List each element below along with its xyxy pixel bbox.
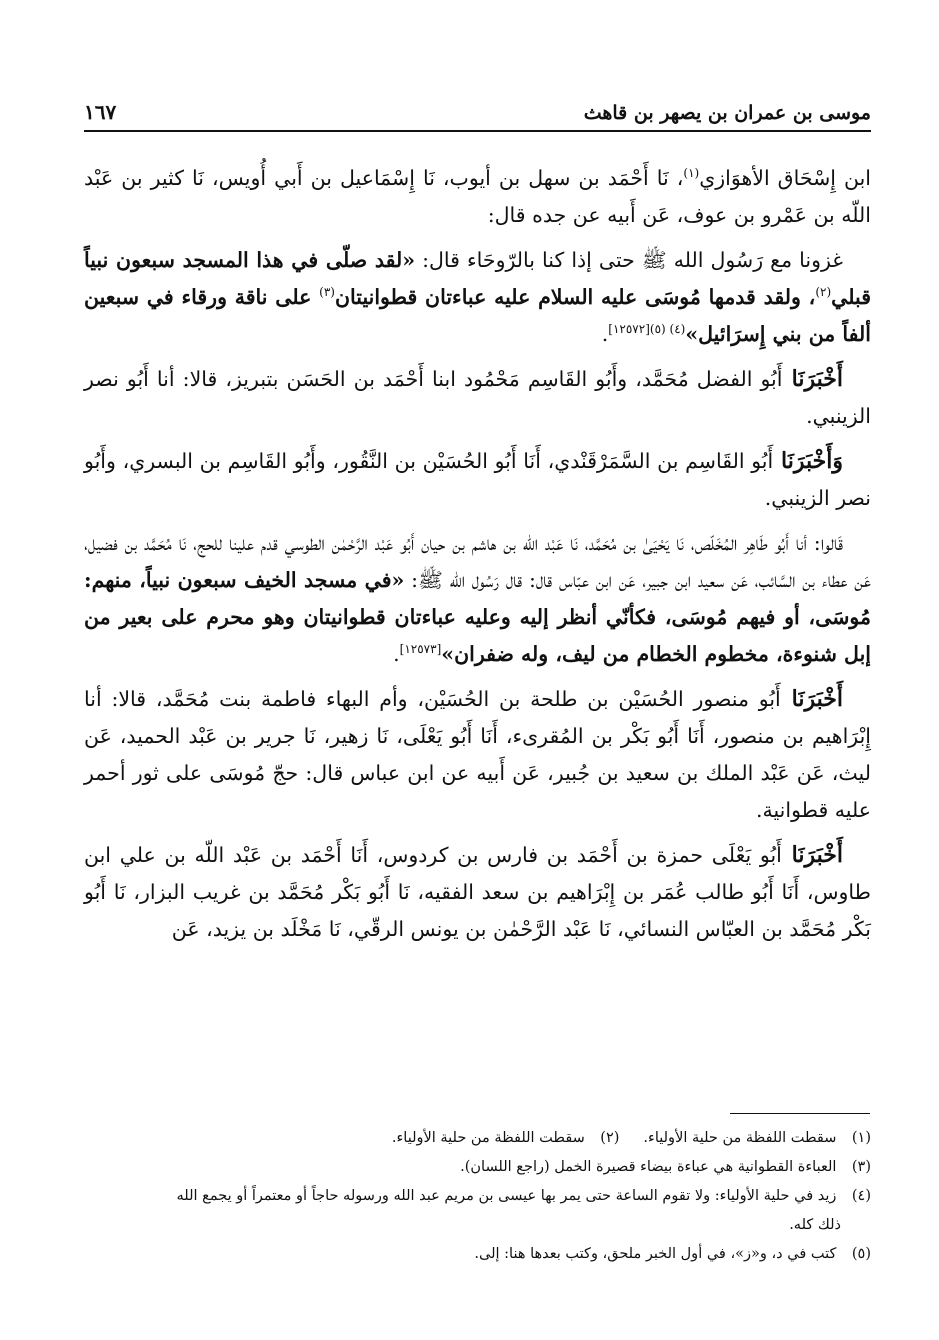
footnote-1: [643, 1124, 871, 1153]
footnote-2: [392, 1124, 620, 1153]
page-header: [84, 84, 871, 132]
hadith-text: «في مسجد الخيف سبعون نبياً، منهم: مُوسَى، أو فيهم مُوسَى، فكأنّي أنظر إليه وعليه عباءتان قطوانيتان وهو محرم على بعير من إبل شنوءة، مخطوم الخطام من ليف، وله ضفران»: [84, 568, 871, 666]
hadith-text: ، ولقد قدمها مُوسَى عليه السلام عليه عباءتان قطوانيتان: [334, 285, 816, 309]
footnote-text: ذلك كله.: [789, 1217, 841, 1233]
text-run: ابن إِسْحَاق الأهوَازي: [699, 166, 871, 190]
page-number: ١٦٧: [84, 100, 117, 124]
text-run: قَالوا: أنا أَبُو طَاهِر المُخَلّص، نَا يَحْيَىٰ بن مُحَمَّد، نَا عَبْد اللّه بن هاشم بن حيان أَبُو عَبْد الرَّحْمٰن الطوسي قدم علينا للحج، نَا مُحَمَّد بن فضيل، عَن عطاء بن السَّائب، عَن سعيد ابن جبير، عَن ابن عبّاس قال: قال رَسُول الله ﷺ:: [84, 531, 871, 592]
footnote-marker: (٢): [815, 285, 832, 300]
footnote-divider: [730, 1113, 870, 1114]
text-run: أَبُو منصور الحُسَيْن بن طلحة بن الحُسَيْن، وأم البهاء فاطمة بنت مُحَمَّد، قالا: أنا إِبْرَاهيم بن منصور، أَنَا أَبُو بَكْر بن المُقرىء، أَنَا أَبُو يَعْلَى، نَا زهير، نَا جرير بن عَبْد الحميد، عَن ليث، عَن عَبْد الملك بن سعيد بن جُبير، عَن أَبيه عن ابن عباس قال: حجّ مُوسَى على ثور أحمر عليه قطوانية.: [84, 687, 871, 822]
paragraph: [84, 361, 871, 435]
paragraph: [84, 681, 871, 829]
isnad-keyword: أَخْبَرَنَا: [780, 686, 844, 712]
text-run: غزونا مع رَسُول الله ﷺ حتى إذا كنا بالرّوحَاء قال:: [415, 248, 843, 272]
paragraph: [84, 525, 871, 673]
paragraph: [84, 443, 871, 517]
paragraph: [84, 837, 871, 948]
footnote-row: [84, 1124, 871, 1153]
isnad-keyword: أَخْبَرَنَا: [781, 842, 843, 868]
running-title: موسى بن عمران بن يصهر بن قاهث: [583, 102, 871, 124]
footnotes: [84, 1124, 871, 1269]
footnote-text: العباءة القطوانية هي عباءة بيضاء قصيرة الخمل (راجع اللسان).: [460, 1159, 837, 1175]
footnote-number: (٣): [851, 1159, 871, 1175]
footnote-marker: (٣): [319, 285, 335, 300]
main-text: [84, 160, 871, 956]
paragraph: [84, 160, 871, 234]
text-run: ، نَا أَحْمَد بن سهل بن أيوب، نَا إِسْمَاعيل بن أَبي أُويس، نَا كثير بن عَبْد اللّه بن عَمْرو بن عوف، عَن أَبيه عن جده قال:: [84, 166, 871, 227]
text-run: أَبُو الفضل مُحَمَّد، وأَبُو القَاسِم مَحْمُود ابنا أَحْمَد بن الحَسَن بتبريز، قالا: أنا أَبُو نصر الزينبي.: [84, 367, 871, 428]
footnote-3: [84, 1153, 871, 1182]
isnad-keyword: أَخْبَرَنَا: [782, 366, 843, 392]
footnote-number: (٤): [851, 1188, 871, 1204]
footnote-number: (١): [851, 1130, 871, 1146]
footnote-text: زيد في حلية الأولياء: ولا تقوم الساعة حتى يمر بها عيسى بن مريم عبد الله ورسوله حاجاً أو معتمراً أو يجمع الله: [176, 1188, 837, 1204]
paragraph: [84, 242, 871, 353]
hadith-text: على ناقة ورقاء في سبعين ألفاً من بني إِسرَائيل»: [84, 285, 871, 346]
footnote-number: (٢): [600, 1130, 620, 1146]
hadith-text: «لقد صلّى في هذا المسجد سبعون نبياً قبلي: [84, 248, 871, 309]
footnote-marker: (٤) (٥)[١٢٥٧٢]: [608, 322, 686, 337]
footnote-text: سقطت اللفظة من حلية الأولياء.: [391, 1130, 585, 1146]
text-run: .: [601, 322, 609, 346]
footnote-marker: (١): [683, 166, 700, 181]
text-run: أَبُو القَاسِم بن السَّمَرْقَنْدي، أَنَا أَبُو الحُسَيْن بن النَّقُور، وأَبُو القَاسِم بن البسري، وأَبُو نصر الزينبي.: [84, 449, 871, 510]
footnote-text: كتب في د، و«ز»، في أول الخبر ملحق، وكتب بعدها هنا: إلى.: [474, 1246, 837, 1262]
footnote-4: [84, 1182, 871, 1211]
footnote-5: [84, 1240, 871, 1269]
footnote-marker: [١٢٥٧٣]: [399, 642, 442, 657]
footnote-4-continuation: [84, 1211, 871, 1240]
footnote-number: (٥): [851, 1246, 871, 1262]
text-run: أَبُو يَعْلَى حمزة بن أَحْمَد بن فارس بن كردوس، أَنَا أَحْمَد بن عَبْد اللّه بن علي ابن طاوس، أَنَا أَبُو طالب عُمَر بن إِبْرَاهيم بن سعد الفقيه، نَا أَبُو بَكْر مُحَمَّد بن غريب البزار، نَا أَبُو بَكْر مُحَمَّد بن العبّاس النسائي، نَا عَبْد الرَّحْمٰن بن يونس الرقّي، نَا مَخْلَد بن يزيد، عَن: [84, 843, 871, 941]
isnad-keyword: وَأَخْبَرَنَا: [773, 448, 843, 474]
footnote-text: سقطت اللفظة من حلية الأولياء.: [643, 1130, 837, 1146]
text-run: .: [393, 642, 400, 666]
